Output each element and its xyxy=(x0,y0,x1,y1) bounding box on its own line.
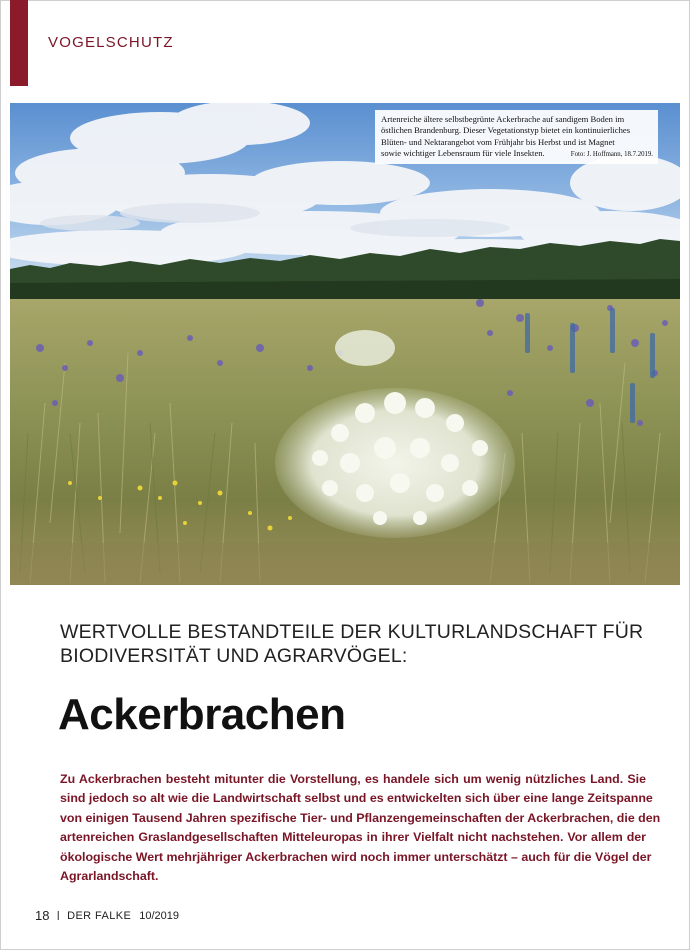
footer-separator: I xyxy=(56,908,61,923)
caption-line-text: sowie wichtiger Lebensraum für viele Insekten. xyxy=(381,147,545,158)
kicker-line: WERTVOLLE BESTANDTEILE DER KULTURLANDSCHAFT FÜR xyxy=(60,621,644,643)
lead-line: Agrarlandschaft. xyxy=(60,869,159,884)
caption-line xyxy=(381,148,653,159)
lead-line: sind jedoch so alt wie die Landwirtschaft selbst und es entwickelten sich über eine lange Zeitspanne xyxy=(60,791,653,806)
article-headline: Ackerbrachen xyxy=(58,690,346,739)
photo-credit: Foto: J. Hoffmann, 18.7.2019. xyxy=(570,150,653,158)
caption-line: Artenreiche ältere selbstbegrünte Ackerbrache auf sandigem Boden im xyxy=(381,114,625,124)
section-accent-bar xyxy=(10,0,28,86)
page-footer xyxy=(35,908,179,923)
article-kicker xyxy=(60,620,650,668)
lead-line: ökologische Wert mehrjähriger Ackerbrachen wird noch immer unterschätzt – auch für die Vögel der xyxy=(60,849,652,864)
caption-line: Blüten- und Nektarangebot vom Frühjahr bis Herbst und ist Magnet xyxy=(381,136,615,147)
lead-line: Zu Ackerbrachen besteht mitunter die Vorstellung, es handele sich um wenig nützliches Land. Sie xyxy=(60,772,646,786)
kicker-line: BIODIVERSITÄT UND AGRARVÖGEL: xyxy=(60,645,408,667)
page-number: 18 xyxy=(35,908,50,923)
photo-caption xyxy=(375,110,658,164)
section-label: VOGELSCHUTZ xyxy=(48,34,174,51)
lead-line: von einigen Tausend Jahren spezifische Tier- und Pflanzengemeinschaften der Ackerbrachen, die den xyxy=(60,810,661,825)
article-lead xyxy=(60,770,661,886)
caption-line: östlichen Brandenburg. Dieser Vegetationstyp bietet ein kontinuierliches xyxy=(381,125,631,136)
magazine-name: DER FALKE xyxy=(67,909,132,922)
issue-number: 10/2019 xyxy=(139,909,179,922)
landscape-photo xyxy=(10,103,680,585)
lead-line: artenreichen Graslandgesellschaften Mitteleuropas in ihrer Vielfalt nicht nachstehen. Vor allem der xyxy=(60,830,646,845)
